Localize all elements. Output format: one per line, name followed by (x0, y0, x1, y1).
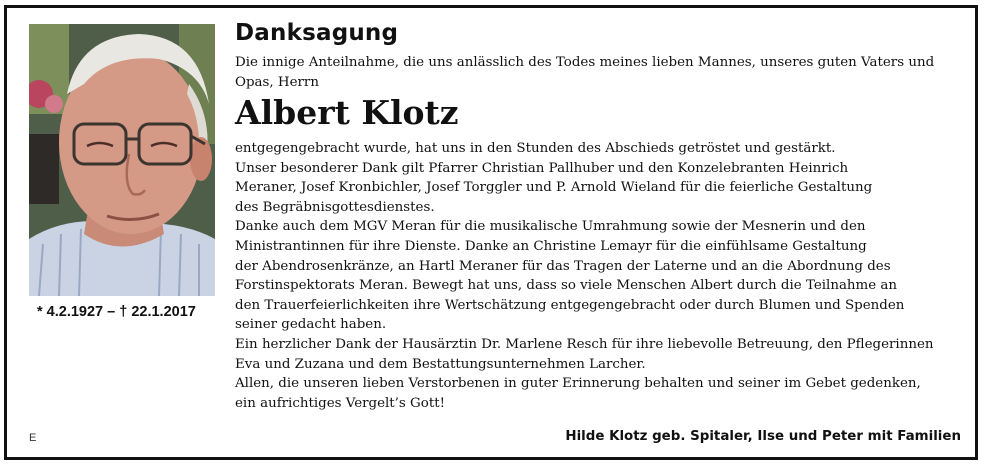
body-line: ein aufrichtiges Vergelt’s Gott! (235, 395, 445, 411)
body-line: Allen, die unseren lieben Verstorbenen in guter Erinnerung behalten und seiner im Gebet gedenken, (235, 376, 921, 392)
body-line: Eva und Zuzana und dem Bestattungsunternehmen Larcher. (235, 356, 646, 372)
body-line: Forstinspektorats Meran. Bewegt hat uns, dass so viele Menschen Albert durch die Teilnahme an (235, 278, 898, 294)
body-line: Danke auch dem MGV Meran für die musikalische Umrahmung sowie der Mesnerin und den (235, 219, 866, 235)
intro-text: Die innige Anteilnahme, die uns anlässlich des Todes meines lieben Mannes, unseres guten Vaters und Opas, Herrn (235, 55, 935, 90)
deceased-name: Albert Klotz (235, 93, 459, 132)
corner-mark: E (29, 432, 37, 444)
thanks-body (235, 139, 963, 413)
body-line: Meraner, Josef Kronbichler, Josef Torggler und P. Arnold Wieland für die feierliche Gestaltung (235, 180, 873, 196)
body-line: des Begräbnisgottesdienstes. (235, 199, 435, 215)
body-line: entgegengebracht wurde, hat uns in den Stunden des Abschieds getröstet und gestärkt. (235, 141, 836, 156)
signature: Hilde Klotz geb. Spitaler, Ilse und Peter mit Familien (565, 429, 961, 444)
body-line: der Abendrosenkränze, an Hartl Meraner für das Tragen der Laterne und an die Abordnung des (235, 258, 891, 274)
page-title: Danksagung (235, 20, 399, 46)
obituary-notice (4, 5, 978, 460)
portrait-photo (29, 24, 215, 296)
body-line: Ministrantinnen für ihre Dienste. Danke an Christine Lemayr für die einfühlsame Gestaltung (235, 238, 867, 254)
body-line: seiner gedacht haben. (235, 317, 387, 333)
body-line: Unser besonderer Dank gilt Pfarrer Christian Pallhuber und den Konzelebranten Heinrich (235, 160, 849, 176)
life-dates: * 4.2.1927 – † 22.1.2017 (37, 304, 196, 320)
body-line: Ein herzlicher Dank der Hausärztin Dr. Marlene Resch für ihre liebevolle Betreuung, den Pflegerinnen (235, 336, 934, 352)
body-line: den Trauerfeierlichkeiten ihre Wertschätzung entgegengebracht oder durch Blumen und Spenden (235, 297, 905, 313)
notice-text (235, 20, 963, 413)
